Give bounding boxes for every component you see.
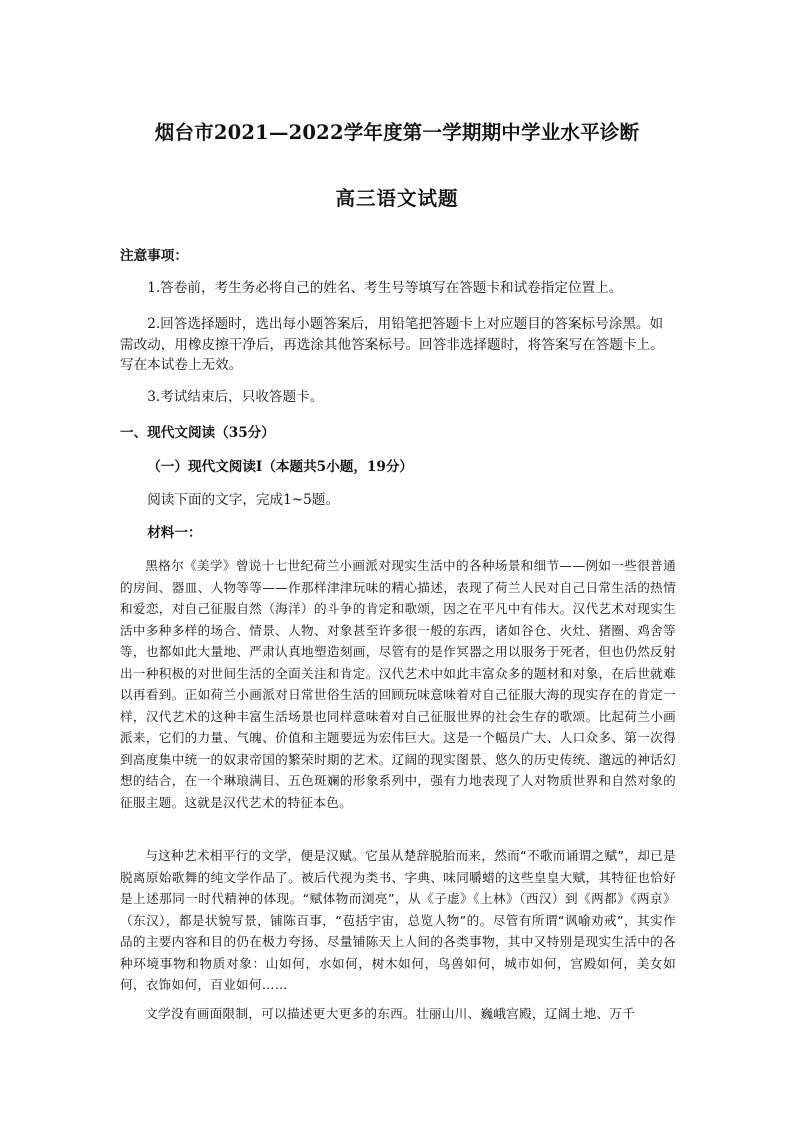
material-label: 材料一： bbox=[147, 525, 202, 541]
material-paragraph: 文学没有画面限制，可以描述更大更多的东西。壮丽山川、巍峨宫殿，辽阔土地、万千 bbox=[145, 1006, 636, 1021]
note-item: 2.回答选择题时，选出每小题答案后，用铅笔把答题卡上对应题目的答案标号涂黑。如需改动，用橡皮擦干净后，再选涂其他答案标号。回答非选择题时，将答案写在答题卡上。写在本试卷上无效。 bbox=[120, 316, 664, 373]
subsection-heading: （一）现代文阅读Ⅰ（本题共5小题，19分） bbox=[147, 459, 414, 475]
reading-instruction: 阅读下面的文字，完成1~5题。 bbox=[147, 492, 339, 508]
note-item: 3.考试结束后，只收答题卡。 bbox=[147, 389, 324, 405]
exam-title: 烟台市2021—2022学年度第一学期期中学业水平诊断 bbox=[154, 121, 640, 144]
material-paragraph: 黑格尔《美学》曾说十七世纪荷兰小画派对现实生活中的各种场景和细节——例如一些很普通的房间、器皿、人物等等——作那样津津玩味的精心描述，表现了荷兰人民对自己日常生活的热情和爱恋，对自己征服自然（海洋）的斗争的肯定和歌颂，因之在平凡中有伟大。汉代艺术对现实生活中多种多样的场合、情景、人物、对象甚至许多很一般的东西，诸如谷仓、火灶、猪圈、鸡舍等等，也都如此大量地、严肃认真地塑造刻画，尽管有的是作冥器之用以服务于死者，但也仍然反射出一种积极的对世间生活的全面关注和肯定。汉代艺术中如此丰富众多的题材和对象，在后世就难以再看到。正如荷兰小画派对日常世俗生活的回顾玩味意味着对自己征服大海的现实存在的肯定一样，汉代艺术的这种丰富生活场景也同样意味着对自己征服世界的社会生存的歌颂。比起荷兰小画派来，它们的力量、气魄、价值和主题要远为宏伟巨大。这是一个幅员广大、人口众多、第一次得到高度集中统一的奴隶帝国的繁荣时期的艺术。辽阔的现实图景、悠久的历史传统、邈远的神话幻想的结合，在一个琳琅满目、五色斑斓的形象系列中，强有力地表现了人对物质世界和自然对象的征服主题。这就是汉代艺术的特征本色。 bbox=[120, 558, 676, 810]
material-paragraph: 与这种艺术相平行的文学，便是汉赋。它虽从楚辞脱胎而来，然而“不歌而诵谓之赋”，却已是脱离原始歌舞的纯文学作品了。被后代视为类书、字典、味同嚼蜡的这些皇皇大赋，其特征也恰好是上述那同一时代精神的体现。“赋体物而浏亮”，从《子虚》《上林》（西汉）到《两都》《两京》（东汉），都是状貌写景，铺陈百事，“苞括宇宙，总览人物”的。尽管有所谓“讽喻劝戒”，其实作品的主要内容和目的仍在极力夸扬、尽量铺陈天上人间的各类事物，其中又特别是现实生活中的各种环境事物和物质对象：山如何，水如何，树木如何，鸟兽如何，城市如何，宫殿如何，美女如何，衣饰如何，百业如何…… bbox=[120, 848, 676, 992]
note-item: 1.答卷前，考生务必将自己的姓名、考生号等填写在答题卡和试卷指定位置上。 bbox=[147, 280, 623, 296]
exam-subtitle: 高三语文试题 bbox=[335, 187, 459, 210]
notes-heading: 注意事项： bbox=[120, 248, 188, 264]
section-heading: 一、现代文阅读（35分） bbox=[120, 425, 275, 441]
